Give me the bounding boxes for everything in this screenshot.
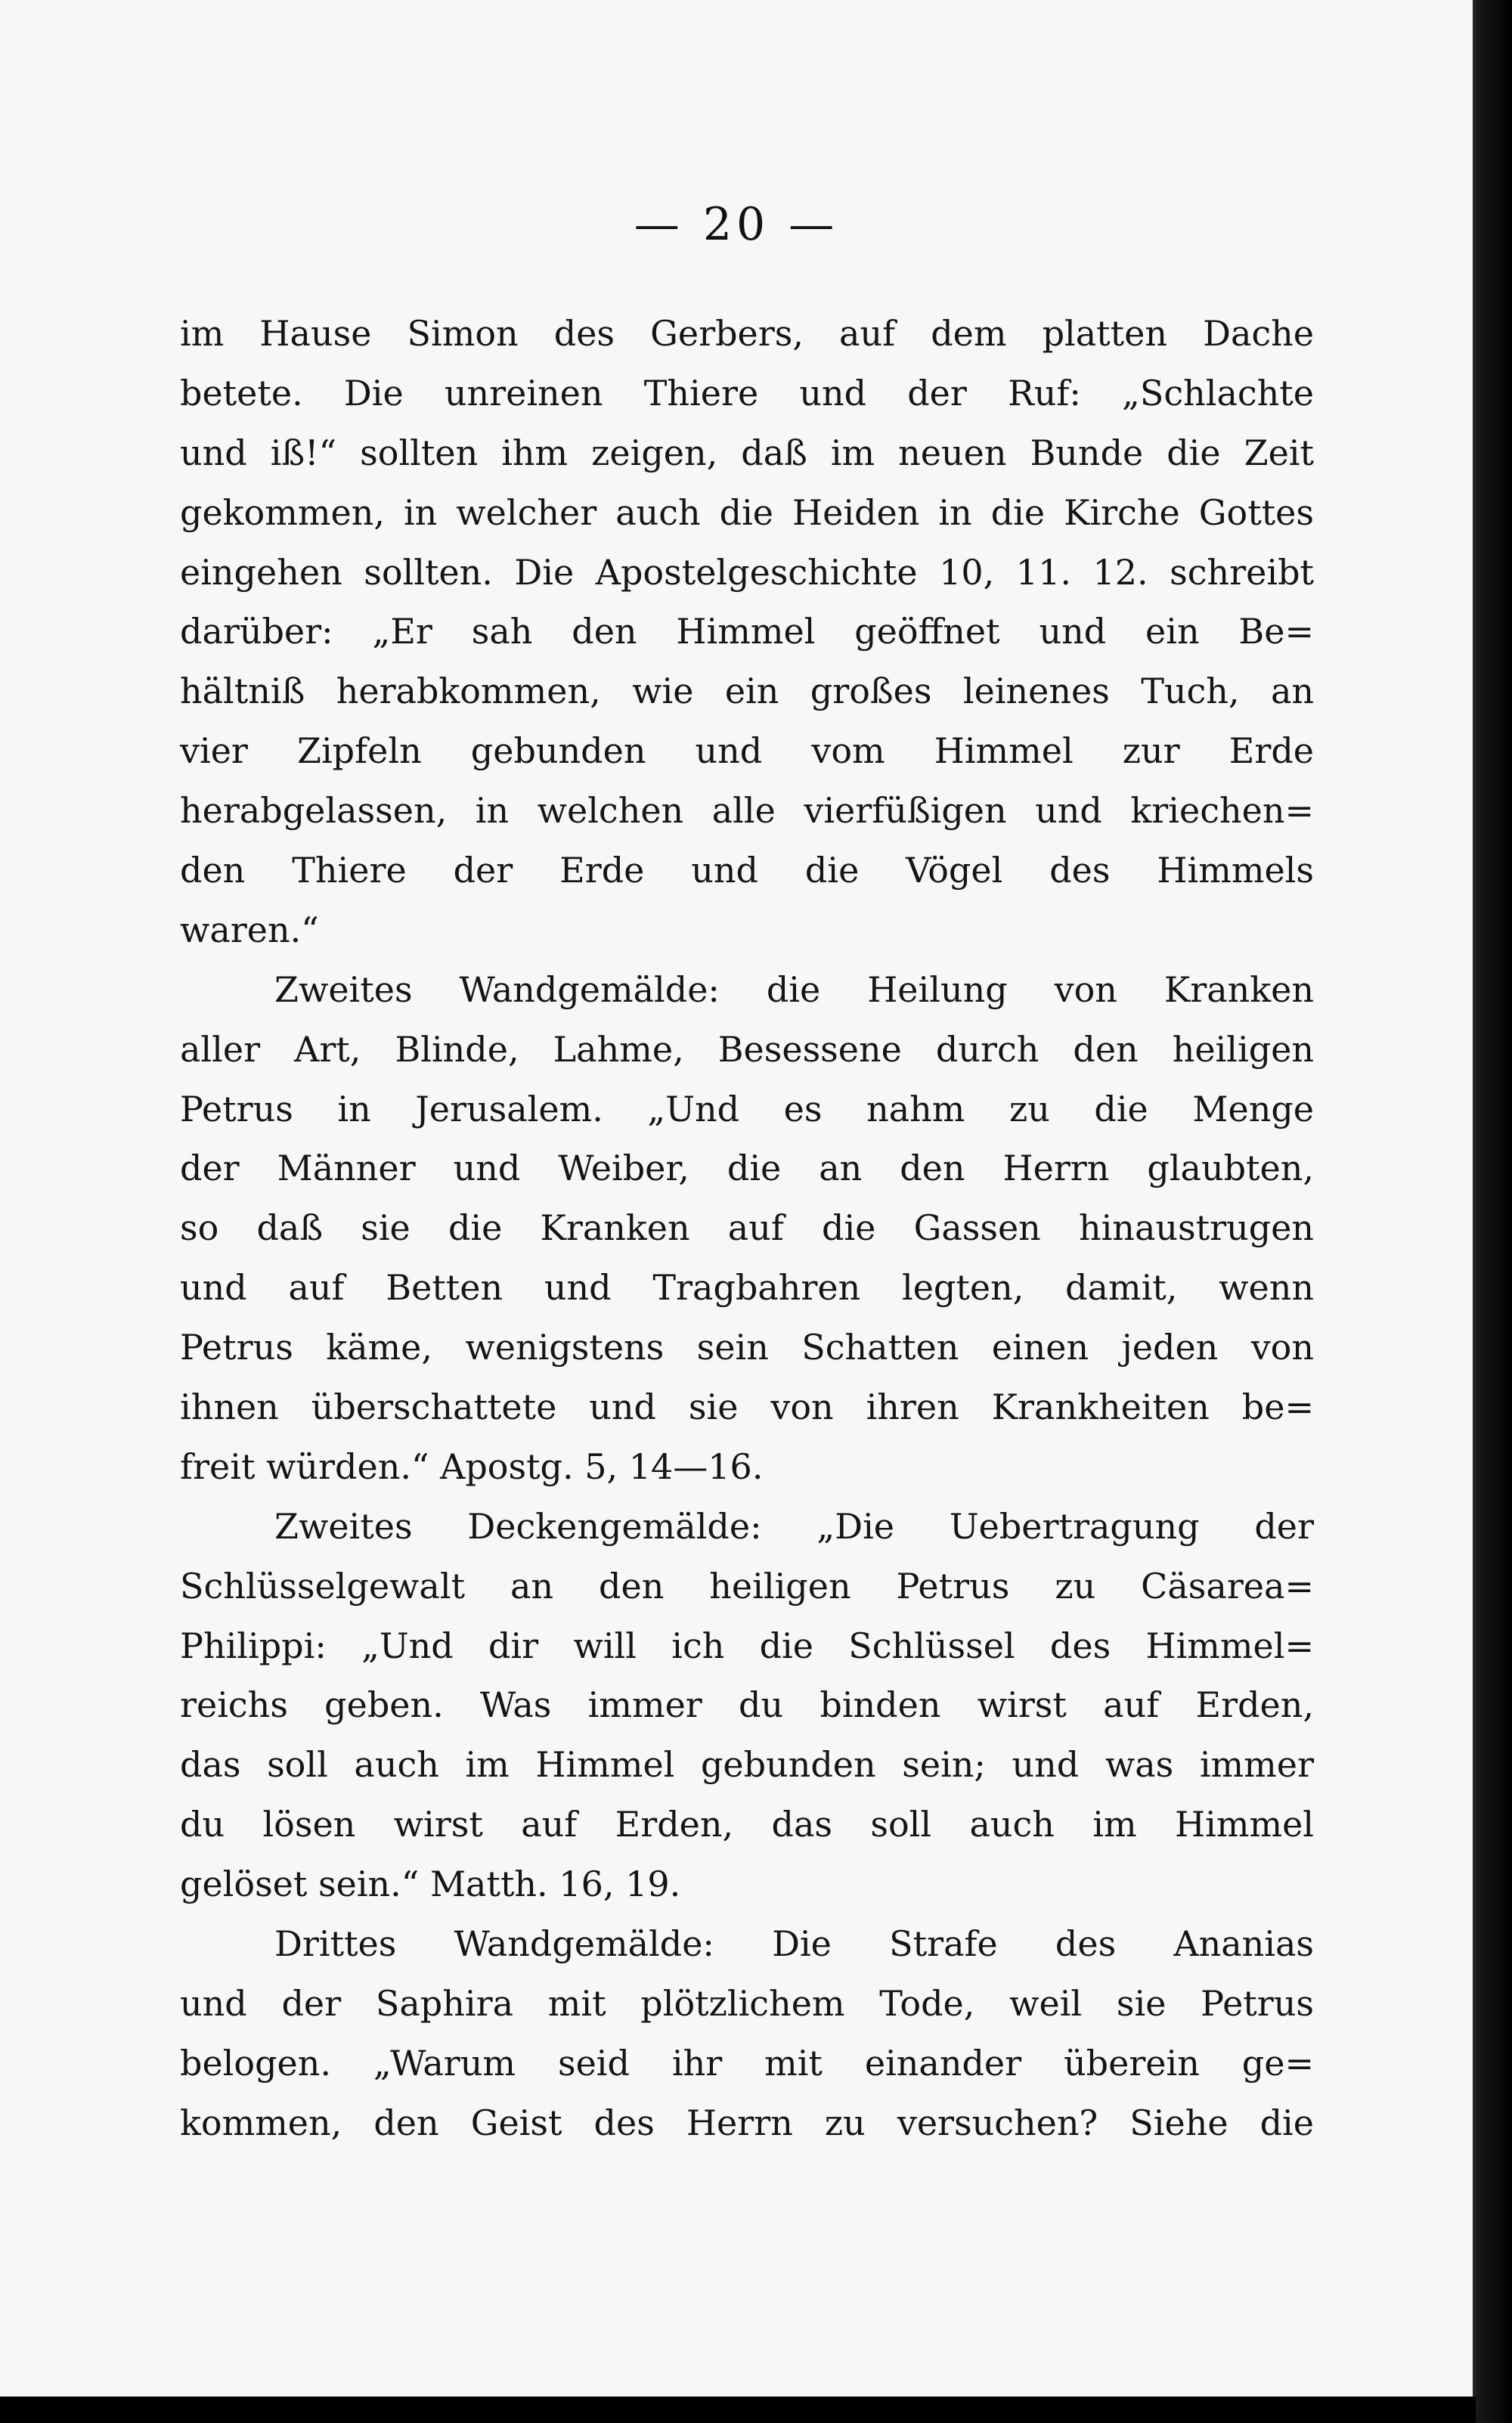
- page-number: — 20 —: [634, 198, 839, 251]
- text-line: gelöset sein.“ Matth. 16, 19.: [180, 1864, 681, 1905]
- body-text: [180, 304, 1314, 2153]
- text-line: reichs geben. Was immer du binden wirst auf Erden,: [180, 1684, 1314, 1726]
- text-line: du lösen wirst auf Erden, das soll auch im Himmel: [180, 1804, 1314, 1845]
- text-line: Drittes Wandgemälde: Die Strafe des Ananias: [274, 1923, 1314, 1965]
- text-line: ihnen überschattete und sie von ihren Krankheiten be=: [180, 1387, 1314, 1428]
- text-line: eingehen sollten. Die Apostelgeschichte 10, 11. 12. schreibt: [180, 551, 1314, 593]
- text-line: Petrus in Jerusalem. „Und es nahm zu die Menge: [180, 1088, 1314, 1129]
- text-line: Zweites Deckengemälde: „Die Uebertragung der: [274, 1505, 1314, 1547]
- text-line: hältniß herabkommen, wie ein großes leinenes Tuch, an: [180, 671, 1314, 712]
- text-line: vier Zipfeln gebunden und vom Himmel zur Erde: [180, 730, 1314, 772]
- text-line: betete. Die unreinen Thiere und der Ruf: „Schlachte: [180, 372, 1314, 414]
- text-line: so daß sie die Kranken auf die Gassen hinaustrugen: [180, 1207, 1314, 1249]
- text-line: waren.“: [180, 909, 319, 950]
- text-line: freit würden.“ Apostg. 5, 14—16.: [180, 1445, 764, 1487]
- text-line: belogen. „Warum seid ihr mit einander überein ge=: [180, 2042, 1314, 2084]
- text-line: das soll auch im Himmel gebunden sein; und was immer: [180, 1744, 1314, 1786]
- text-line: gekommen, in welcher auch die Heiden in die Kirche Gottes: [180, 491, 1314, 533]
- text-line: im Hause Simon des Gerbers, auf dem platten Dache: [180, 313, 1314, 354]
- text-line: und auf Betten und Tragbahren legten, damit, wenn: [180, 1267, 1314, 1309]
- page-edge-shadow: [1476, 0, 1512, 2423]
- text-line: den Thiere der Erde und die Vögel des Himmels: [180, 850, 1314, 891]
- text-line: und der Saphira mit plötzlichem Tode, weil sie Petrus: [180, 1982, 1314, 2024]
- page-bottom-shadow: [0, 2397, 1476, 2423]
- text-line: aller Art, Blinde, Lahme, Besessene durch den heiligen: [180, 1028, 1314, 1070]
- text-line: kommen, den Geist des Herrn zu versuchen? Siehe die: [180, 2102, 1314, 2143]
- text-line: Schlüsselgewalt an den heiligen Petrus zu Cäsarea=: [180, 1565, 1314, 1607]
- text-line: herabgelassen, in welchen alle vierfüßigen und kriechen=: [180, 790, 1314, 832]
- text-line: Petrus käme, wenigstens sein Schatten einen jeden von: [180, 1327, 1314, 1368]
- text-line: darüber: „Er sah den Himmel geöffnet und ein Be=: [180, 611, 1314, 652]
- text-line: und iß!“ sollten ihm zeigen, daß im neuen Bunde die Zeit: [180, 432, 1314, 473]
- text-line: Philippi: „Und dir will ich die Schlüssel des Himmel=: [180, 1625, 1314, 1666]
- text-line: der Männer und Weiber, die an den Herrn glaubten,: [180, 1148, 1314, 1189]
- text-line: Zweites Wandgemälde: die Heilung von Kranken: [274, 968, 1314, 1010]
